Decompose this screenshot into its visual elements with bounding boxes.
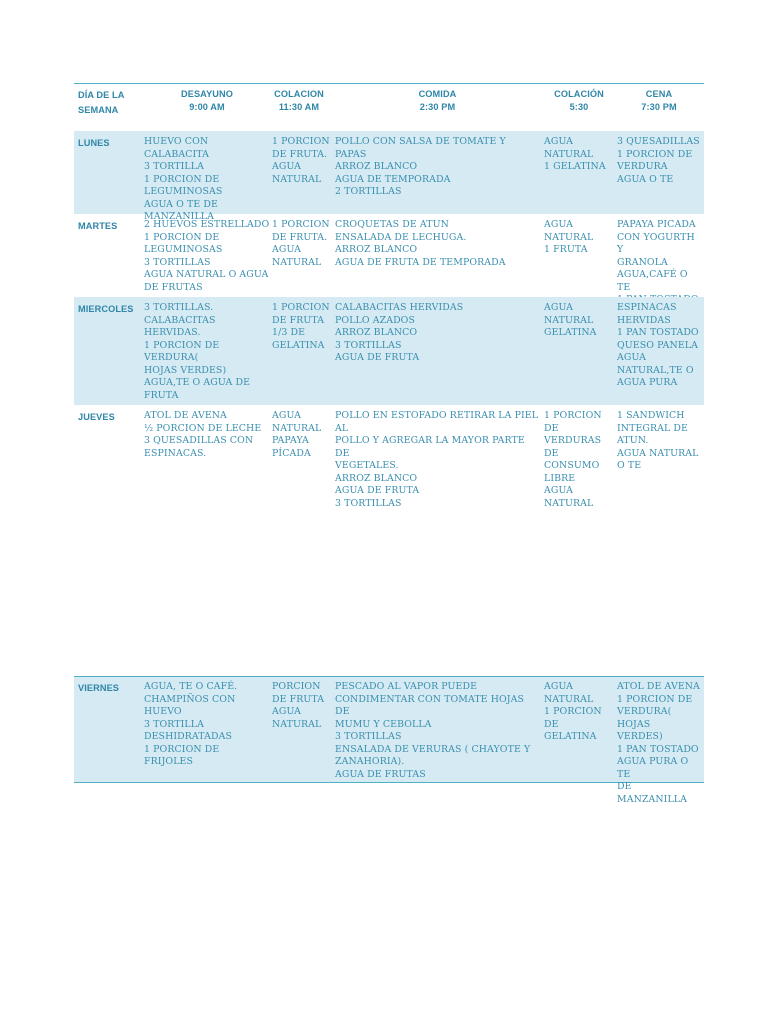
colacion-2-cell: AGUA NATURAL 1 PORCION DE GELATINA [544, 681, 602, 742]
colacion-2-cell: AGUA NATURAL 1 GELATINA [544, 136, 606, 172]
cena-cell: 3 QUESADILLAS 1 PORCION DE VERDURA AGUA O TE [617, 136, 700, 185]
table-row-martes [74, 214, 704, 297]
header-colacion-2: COLACIÓN 5:30 [554, 89, 604, 112]
table-row-miercoles [74, 297, 704, 405]
colacion-2-cell: AGUA NATURAL 1 FRUTA [544, 219, 594, 255]
cena-cell: ATOL DE AVENA 1 PORCION DE VERDURA( HOJAS VERDES) 1 PAN TOSTADO AGUA PURA O TE DE MANZANILLA [617, 681, 700, 805]
comida-cell: CALABACITAS HERVIDAS POLLO AZADOS ARROZ BLANCO 3 TORTILLAS AGUA DE FRUTA [335, 302, 464, 363]
desayuno-cell: AGUA, TE O CAFÉ. CHAMPIÑOS CON HUEVO 3 TORTILLA DESHIDRATADAS 1 PORCION DE FRIJOLES [144, 681, 238, 767]
table-row-lunes [74, 131, 704, 222]
day-label: JUEVES [78, 412, 115, 422]
colacion-1-cell: 1 PORCION DE FRUTA. AGUA NATURAL [272, 136, 330, 185]
colacion-1-cell: AGUA NATURAL PAPAYA PÍCADA [272, 410, 322, 459]
day-label: MARTES [78, 221, 118, 231]
header-comida: COMIDA 2:30 PM [418, 89, 457, 112]
comida-cell: PESCADO AL VAPOR PUEDE CONDIMENTAR CON TOMATE HOJAS DE MUMU Y CEBOLLA 3 TORTILLAS ENSALADA DE VERURAS ( CHAYOTE Y ZANAHORIA). AGUA DE FRUTAS [335, 681, 531, 780]
colacion-1-cell: 1 PORCION DE FRUTA. AGUA NATURAL [272, 219, 330, 268]
header-colacion-1: COLACION 11:30 AM [274, 89, 324, 112]
comida-cell: CROQUETAS DE ATUN ENSALADA DE LECHUGA. ARROZ BLANCO AGUA DE FRUTA DE TEMPORADA [335, 219, 506, 268]
table-row-jueves [74, 405, 704, 509]
table-header-row [74, 83, 704, 130]
comida-cell: POLLO EN ESTOFADO RETIRAR LA PIEL AL POLLO Y AGREGAR LA MAYOR PARTE DE VEGETALES. ARROZ BLANCO AGUA DE FRUTA 3 TORTILLAS [335, 410, 539, 509]
day-label: VIERNES [78, 683, 120, 693]
header-cena: CENA 7:30 PM [641, 89, 677, 112]
day-label: MIERCOLES [78, 304, 134, 314]
desayuno-cell: 2 HUEVOS ESTRELLADO 1 PORCION DE LEGUMINOSAS 3 TORTILLAS AGUA NATURAL O AGUA DE FRUTAS [144, 219, 270, 293]
cena-cell: PAPAYA PICADA CON YOGURTH Y GRANOLA AGUA,CAFÉ O TE [617, 219, 696, 293]
table-row-viernes [74, 676, 704, 805]
cena-cell: 1 SANDWICH INTEGRAL DE ATUN. AGUA NATURAL O TE [617, 410, 699, 471]
colacion-1-cell: 1 PORCION DE FRUTA 1/3 DE GELATINA [272, 302, 330, 351]
header-desayuno: DESAYUNO 9:00 AM [180, 89, 234, 112]
comida-cell: POLLO CON SALSA DE TOMATE Y PAPAS ARROZ BLANCO AGUA DE TEMPORADA 2 TORTILLAS [335, 136, 506, 197]
colacion-1-cell: PORCION DE FRUTA AGUA NATURAL [272, 681, 325, 730]
desayuno-cell: 3 TORTILLAS. CALABACITAS HERVIDAS. 1 PORCION DE VERDURA( HOJAS VERDES) AGUA,TE O AGUA DE FRUTA [144, 302, 251, 401]
cena-cell: ESPINACAS HERVIDAS 1 PAN TOSTADO QUESO PANELA AGUA NATURAL,TE O AGUA PURA [617, 302, 699, 388]
desayuno-cell: ATOL DE AVENA ½ PORCION DE LECHE 3 QUESADILLAS CON ESPINACAS. [144, 410, 262, 459]
desayuno-cell: HUEVO CON CALABACITA 3 TORTILLA 1 PORCION DE LEGUMINOSAS AGUA O TE DE MANZANILLA [144, 136, 223, 222]
header-day: DÍA DE LA SEMANA [78, 90, 125, 115]
colacion-2-cell: 1 PORCION DE VERDURAS DE CONSUMO LIBRE AGUA NATURAL [544, 410, 602, 509]
colacion-2-cell: AGUA NATURAL GELATINA [544, 302, 597, 338]
day-label: LUNES [78, 138, 110, 148]
